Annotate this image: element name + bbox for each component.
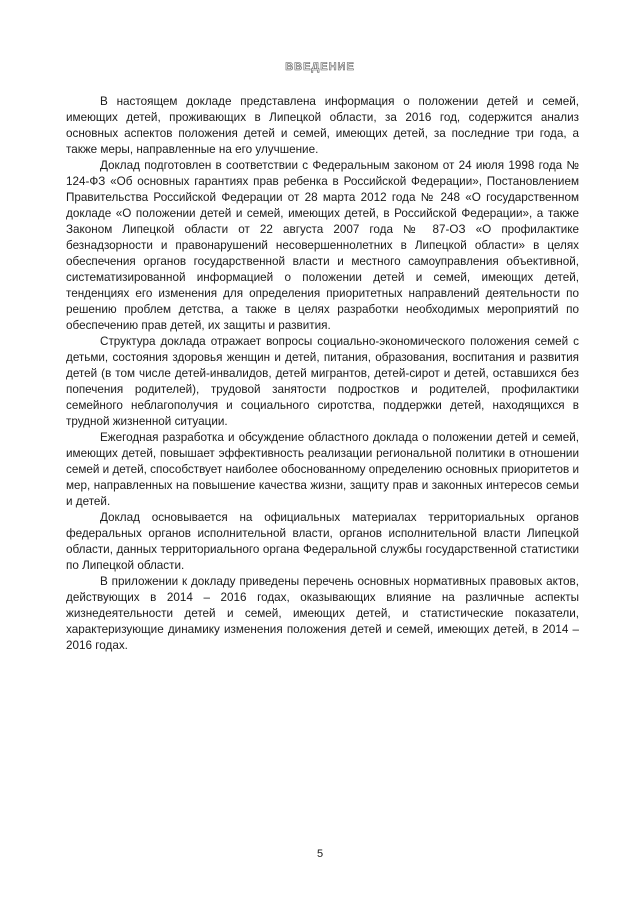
- document-body: [66, 94, 579, 654]
- paragraph: В настоящем докладе представлена информация о положении детей и семей, имеющих детей, проживающих в Липецкой области, за 2016 год, содержится анализ основных аспектов положения детей и семей, имеющих детей, за последние три года, а также меры, направленные на его улучшение.: [66, 95, 579, 156]
- paragraph: Доклад основывается на официальных материалах территориальных органов федеральных органов исполнительной власти, органов исполнительной власти Липецкой области, данных территориального органа Федеральной службы государственной статистики по Липецкой области.: [66, 511, 579, 572]
- paragraph: В приложении к докладу приведены перечень основных нормативных правовых актов, действующих в 2014 – 2016 годах, оказывающих влияние на различные аспекты жизнедеятельности детей и семей, имеющих детей, и статистические показатели, характеризующие динамику изменения положения детей и семей, имеющих детей, в 2014 – 2016 годах.: [66, 575, 579, 652]
- paragraph: Структура доклада отражает вопросы социально-экономического положения семей с детьми, состояния здоровья женщин и детей, питания, образования, воспитания и развития детей (в том числе детей-инвалидов, детей мигрантов, детей-сирот и детей, оставшихся без попечения родителей), трудовой занятости подростков и родителей, профилактики семейного неблагополучия и социального сиротства, поддержки детей, находящихся в трудной жизненной ситуации.: [66, 335, 579, 428]
- paragraph: Ежегодная разработка и обсуждение областного доклада о положении детей и семей, имеющих детей, повышает эффективность реализации региональной политики в отношении семей и детей, способствует наиболее обоснованному определению основных приоритетов и мер, направленных на повышение качества жизни, защиту прав и законных интересов семьи и детей.: [66, 431, 579, 508]
- paragraph: Доклад подготовлен в соответствии с Федеральным законом от 24 июля 1998 года № 124-ФЗ «Об основных гарантиях прав ребенка в Российской Федерации», Постановлением Правительства Российской Федерации от 28 марта 2012 года № 248 «О государственном докладе «О положении детей и семей, имеющих детей, в Российской Федерации», а также Законом Липецкой области от 22 августа 2007 года № 87-ОЗ «О профилактике безнадзорности и правонарушений несовершеннолетних в Липецкой области» в целях обеспечения органов государственной власти и местного самоуправления объективной, систематизированной информацией о положении детей и семей, имеющих детей, тенденциях его изменения для определения приоритетных направлений деятельности по решению проблем детства, а также в целях разработки необходимых мероприятий по обеспечению прав детей, их защиты и развития.: [66, 159, 579, 332]
- page-number: 5: [316, 848, 324, 860]
- page-title: ВВЕДЕНИЕ: [285, 61, 355, 73]
